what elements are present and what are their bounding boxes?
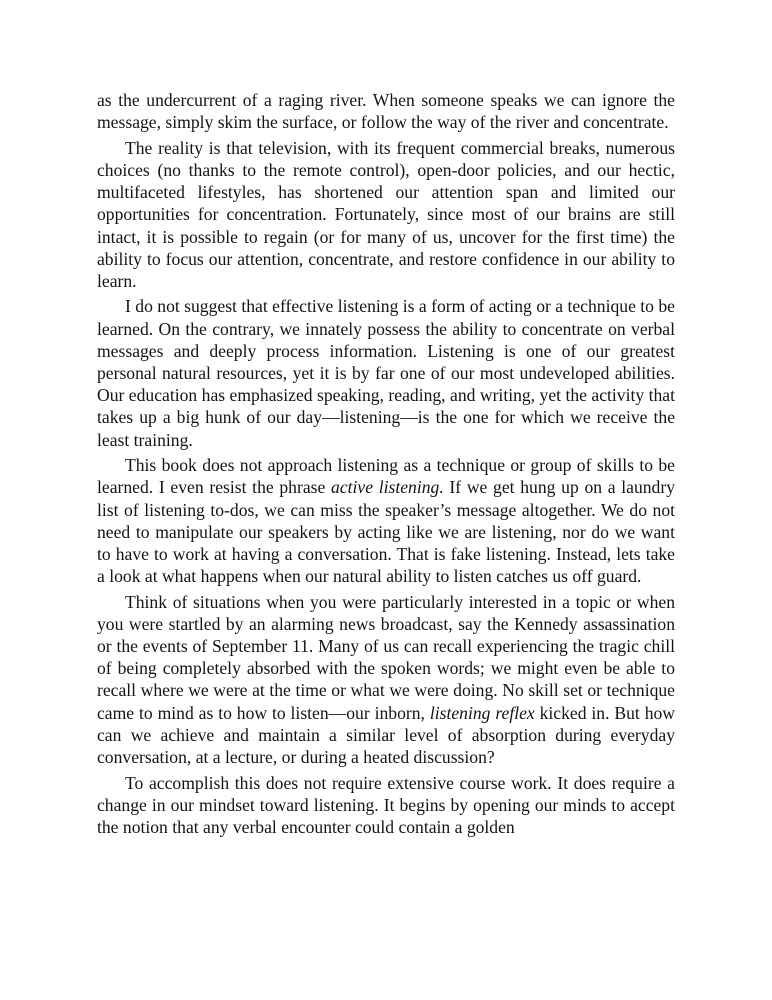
paragraph-5 <box>97 591 675 769</box>
paragraph-1 <box>97 89 675 133</box>
paragraph-6 <box>97 772 675 839</box>
paragraph-2-text: The reality is that television, with its frequent commercial breaks, numerous choices (no thanks to the remote control), open-door policies, and our hectic, multifaceted lifestyles, has shortened our attention span and limited our opportunities for concentration. Fortunately, since most of our brains are still intact, it is possible to regain (or for many of us, uncover for the first time) the ability to focus our attention, concentrate, and restore confidence in our ability to learn. <box>97 137 675 291</box>
paragraph-4-text-b: If we get hung up on a laundry list of listening to-dos, we can miss the speaker’s message altogether. We do not need to manipulate our speakers by acting like we are listening, nor do we want to have to work at having a conversation. That is fake listening. Instead, lets take a look at what happens when our natural ability to listen catches us off guard. <box>97 477 675 587</box>
paragraph-3 <box>97 295 675 450</box>
paragraph-4 <box>97 454 675 587</box>
paragraph-5-italic-term: listening reflex <box>429 702 535 723</box>
paragraph-6-text: To accomplish this does not require extensive course work. It does require a change in our mindset toward listening. It begins by opening our minds to accept the notion that any verbal encounter could contain a golden <box>97 772 675 837</box>
page-body <box>97 89 675 841</box>
paragraph-2 <box>97 137 675 292</box>
paragraph-5-text-b: kicked in. But how can we achieve and maintain a similar level of absorption during everyday conversation, at a lecture, or during a heated discussion? <box>97 702 675 768</box>
paragraph-1-text: as the undercurrent of a raging river. When someone speaks we can ignore the message, simply skim the surface, or follow the way of the river and concentrate. <box>97 90 675 133</box>
paragraph-3-text: I do not suggest that effective listening is a form of acting or a technique to be learned. On the contrary, we innately possess the ability to concentrate on verbal messages and deeply process information. Listening is one of our greatest personal natural resources, yet it is by far one of our most undeveloped abilities. Our education has emphasized speaking, reading, and writing, yet the activity that takes up a big hunk of our day—listening—is the one for which we receive the least training. <box>97 296 675 450</box>
paragraph-5-text-a: Think of situations when you were particularly interested in a topic or when you were startled by an alarming news broadcast, say the Kennedy assassination or the events of September 11. Many of us can recall experiencing the tragic chill of being completely absorbed with the spoken words; we might even be able to recall where we were at the time or what we were doing. No skill set or technique came to mind as to how to listen—our inborn, <box>97 591 675 723</box>
paragraph-4-text-a: This book does not approach listening as a technique or group of skills to be learned. I even resist the phrase <box>97 455 675 498</box>
paragraph-4-italic-term: active listening. <box>331 477 444 498</box>
